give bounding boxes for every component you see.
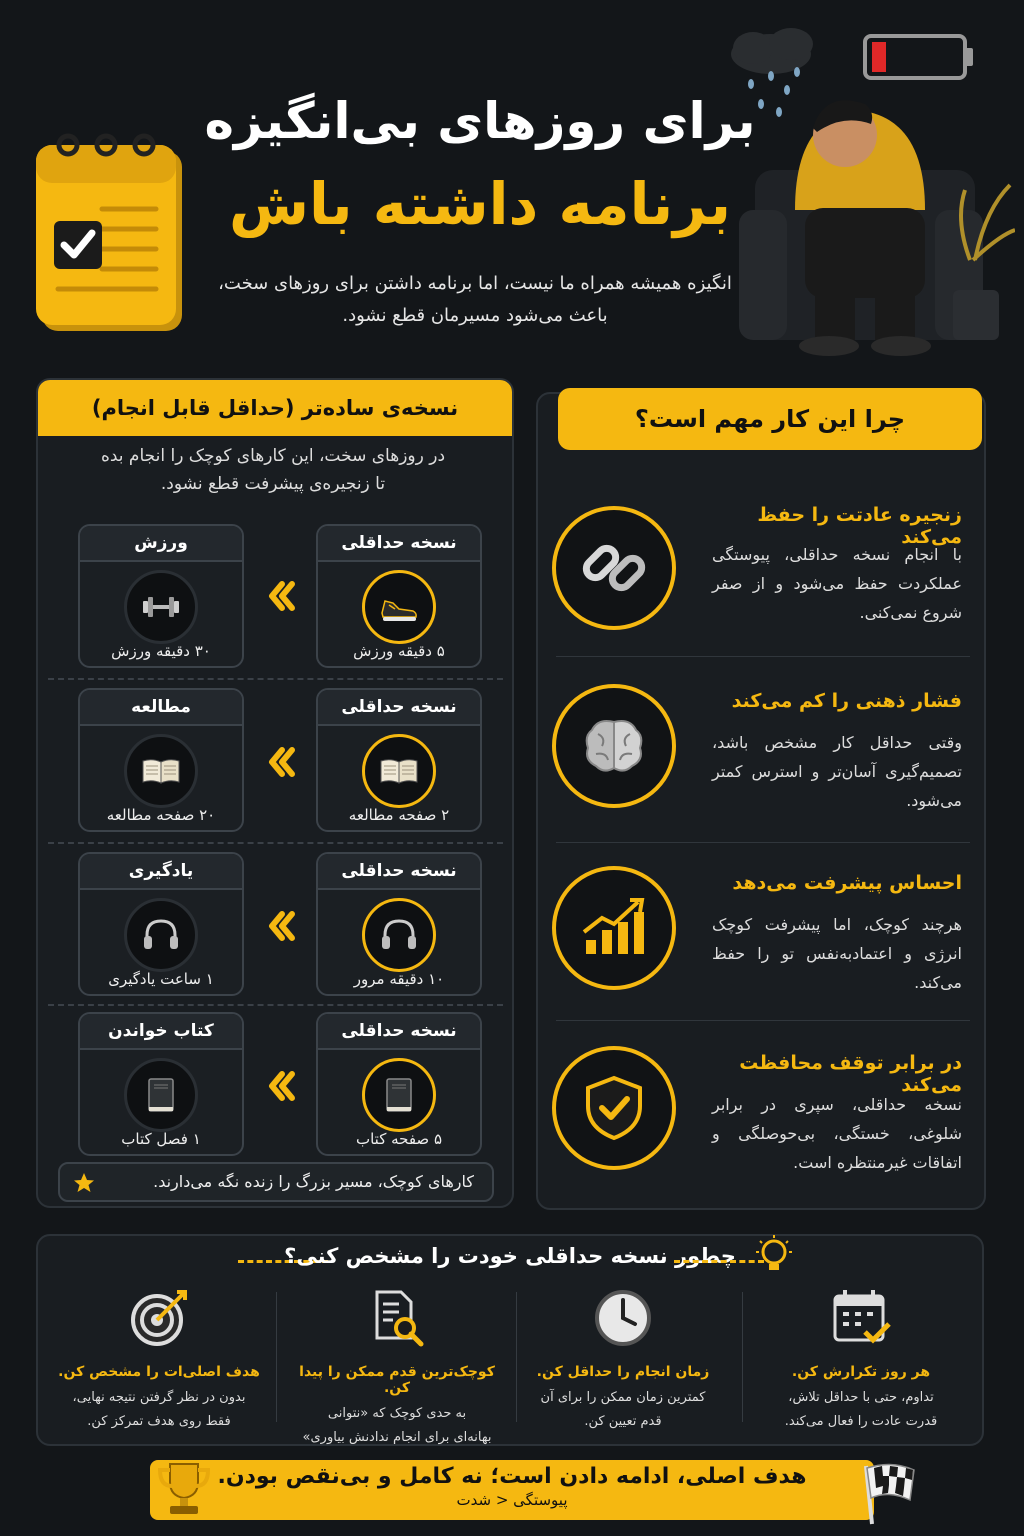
- minimum-card-study: [316, 688, 482, 832]
- minimum-card-title: نسخه حداقلی: [318, 854, 480, 890]
- why-item-text: هرچند کوچک، اما پیشرفت کوچک انرژی و اعتمادبه‌نفس تو را حفظ می‌کند.: [712, 915, 962, 992]
- checkered-flag-icon: [852, 1460, 922, 1526]
- minimum-card-value: ۵ صفحه کتاب: [355, 1130, 442, 1148]
- step-text-line: قدم تعیین کن.: [584, 1414, 662, 1429]
- minimum-card-title: نسخه حداقلی: [318, 1014, 480, 1050]
- chevron-left-icon: [260, 1066, 300, 1106]
- open-book-icon: [362, 734, 436, 808]
- calendar-checklist-illustration: [28, 125, 198, 340]
- why-important-panel: [536, 392, 986, 1210]
- minimum-version-panel: [36, 378, 514, 1208]
- chevron-left-icon: [260, 576, 300, 616]
- normal-card-title: یادگیری: [80, 854, 242, 890]
- why-divider: [556, 1020, 970, 1021]
- footer-text: کارهای کوچک، مسیر بزرگ را زنده نگه می‌دارند.: [153, 1172, 474, 1191]
- step-text-line: تداوم، حتی با حداقل تلاش،: [788, 1390, 934, 1405]
- page-subtitle: [210, 268, 740, 332]
- heading-dash-right: [674, 1260, 764, 1263]
- minimum-card-learning: [316, 852, 482, 996]
- normal-card-title: مطالعه: [80, 690, 242, 726]
- minimum-card-reading: [316, 1012, 482, 1156]
- why-item-title: در برابر توقف محافظت می‌کند: [739, 1052, 962, 1096]
- headphones-icon: [362, 898, 436, 972]
- normal-card-value: ۱ فصل کتاب: [121, 1130, 201, 1148]
- closed-book-icon: [124, 1058, 198, 1132]
- row-divider: [48, 678, 503, 680]
- why-item-title: زنجیره عادتت را حفظ می‌کند: [757, 504, 962, 548]
- page-title: برای روزهای بی‌انگیزه: [204, 92, 756, 150]
- step-main-goal: [46, 1286, 272, 1434]
- normal-card-study: [78, 688, 244, 832]
- minimum-version-intro: [58, 442, 488, 498]
- normal-card-title: کتاب خواندن: [80, 1014, 242, 1050]
- step-text: [46, 1386, 272, 1434]
- normal-card-learning: [78, 852, 244, 996]
- step-text-line: بدون در نظر گرفتن نتیجه نهایی،: [72, 1390, 246, 1405]
- step-text-line: فقط روی هدف تمرکز کن.: [87, 1414, 231, 1429]
- how-to-define-panel: [36, 1234, 984, 1446]
- minimum-card-value: ۲ صفحه مطالعه: [348, 806, 450, 824]
- closed-book-icon: [362, 1058, 436, 1132]
- why-item-text: وقتی حداقل کار مشخص باشد، تصمیم‌گیری آسان‌تر و استرس کمتر می‌شود.: [712, 733, 962, 810]
- trophy-icon: [156, 1458, 212, 1518]
- chain-link-icon: [552, 506, 676, 630]
- chevron-left-icon: [260, 906, 300, 946]
- clock-icon: [591, 1286, 655, 1350]
- why-item-text: نسخه حداقلی، سپری در برابر شلوغی، خستگی، بی‌حوصلگی و اتفاقات غیرمنتظره است.: [712, 1095, 962, 1172]
- step-text-line: به حدی کوچک که «نتوانی: [327, 1406, 467, 1421]
- why-important-heading: چرا این کار مهم است؟: [558, 388, 982, 450]
- closing-banner: [150, 1460, 874, 1520]
- step-smallest-step: [284, 1286, 510, 1450]
- normal-card-value: ۱ ساعت یادگیری: [108, 970, 214, 988]
- minimum-card-title: نسخه حداقلی: [318, 526, 480, 562]
- brain-icon: [552, 684, 676, 808]
- step-separator: [516, 1292, 517, 1422]
- why-divider: [556, 842, 970, 843]
- shield-check-icon: [552, 1046, 676, 1170]
- step-repeat-daily: [748, 1286, 974, 1434]
- minimum-card-value: ۵ دقیقه ورزش: [353, 642, 445, 660]
- why-divider: [556, 656, 970, 657]
- step-text-line: کمترین زمان ممکن را برای آن: [540, 1390, 706, 1405]
- lightbulb-icon: [754, 1234, 794, 1278]
- intro-line: تا زنجیره‌ی پیشرفت قطع نشود.: [160, 474, 386, 494]
- why-item-text: با انجام نسخه حداقلی، پیوستگی عملکردت حفظ می‌شود و از صفر شروع نمی‌کنی.: [712, 545, 962, 622]
- banner-main-text: هدف اصلی، ادامه دادن است؛ نه کامل و بی‌نقص بودن.: [217, 1464, 807, 1489]
- calendar-check-icon: [829, 1286, 893, 1350]
- star-icon: [72, 1171, 96, 1195]
- chevron-left-icon: [260, 742, 300, 782]
- tired-person-illustration: [725, 20, 1015, 365]
- step-separator: [276, 1292, 277, 1422]
- step-minimize-time: [510, 1286, 736, 1434]
- step-text-line: قدرت عادت را فعال می‌کند.: [784, 1414, 938, 1429]
- banner-sub-text: پیوستگی < شدت: [456, 1491, 568, 1509]
- step-title: کوچک‌ترین قدم ممکن را پیدا کن.: [299, 1364, 495, 1396]
- step-text: [284, 1402, 510, 1450]
- step-title: هر روز تکرارش کن.: [791, 1364, 931, 1380]
- minimum-version-heading: نسخه‌ی ساده‌تر (حداقل قابل انجام): [38, 380, 512, 436]
- how-to-define-heading: چطور نسخه حداقلی خودت را مشخص کنی؟: [284, 1244, 736, 1268]
- dumbbell-icon: [124, 570, 198, 644]
- growth-chart-icon: [552, 866, 676, 990]
- why-item-title: احساس پیشرفت می‌دهد: [732, 872, 962, 894]
- page-title-highlight: برنامه داشته باش: [228, 170, 731, 238]
- minimum-card-value: ۱۰ دقیقه مرور: [353, 970, 445, 988]
- row-divider: [48, 842, 503, 844]
- sneaker-icon: [362, 570, 436, 644]
- intro-line: در روزهای سخت، این کارهای کوچک را انجام بده: [100, 446, 446, 466]
- step-text: [510, 1386, 736, 1434]
- step-text-line: بهانه‌ای برای انجام ندادنش بیاوری»: [302, 1430, 492, 1445]
- minimum-card-exercise: [316, 524, 482, 668]
- normal-card-exercise: [78, 524, 244, 668]
- document-search-icon: [365, 1286, 429, 1350]
- subtitle-line: انگیزه همیشه همراه ما نیست، اما برنامه داشتن برای روزهای سخت،: [218, 273, 732, 294]
- why-item-title: فشار ذهنی را کم می‌کند: [731, 690, 962, 712]
- headphones-icon: [124, 898, 198, 972]
- normal-card-reading: [78, 1012, 244, 1156]
- subtitle-line: باعث می‌شود مسیرمان قطع نشود.: [342, 305, 608, 326]
- step-text: [748, 1386, 974, 1434]
- target-icon: [127, 1286, 191, 1350]
- normal-card-value: ۳۰ دقیقه ورزش: [111, 642, 211, 660]
- step-separator: [742, 1292, 743, 1422]
- normal-card-value: ۲۰ صفحه مطالعه: [106, 806, 216, 824]
- normal-card-title: ورزش: [80, 526, 242, 562]
- row-divider: [48, 1004, 503, 1006]
- step-title: زمان انجام را حداقل کن.: [536, 1364, 710, 1380]
- minimum-version-footer: [58, 1162, 494, 1202]
- minimum-card-title: نسخه حداقلی: [318, 690, 480, 726]
- open-book-icon: [124, 734, 198, 808]
- step-title: هدف اصلی‌ات را مشخص کن.: [58, 1364, 260, 1380]
